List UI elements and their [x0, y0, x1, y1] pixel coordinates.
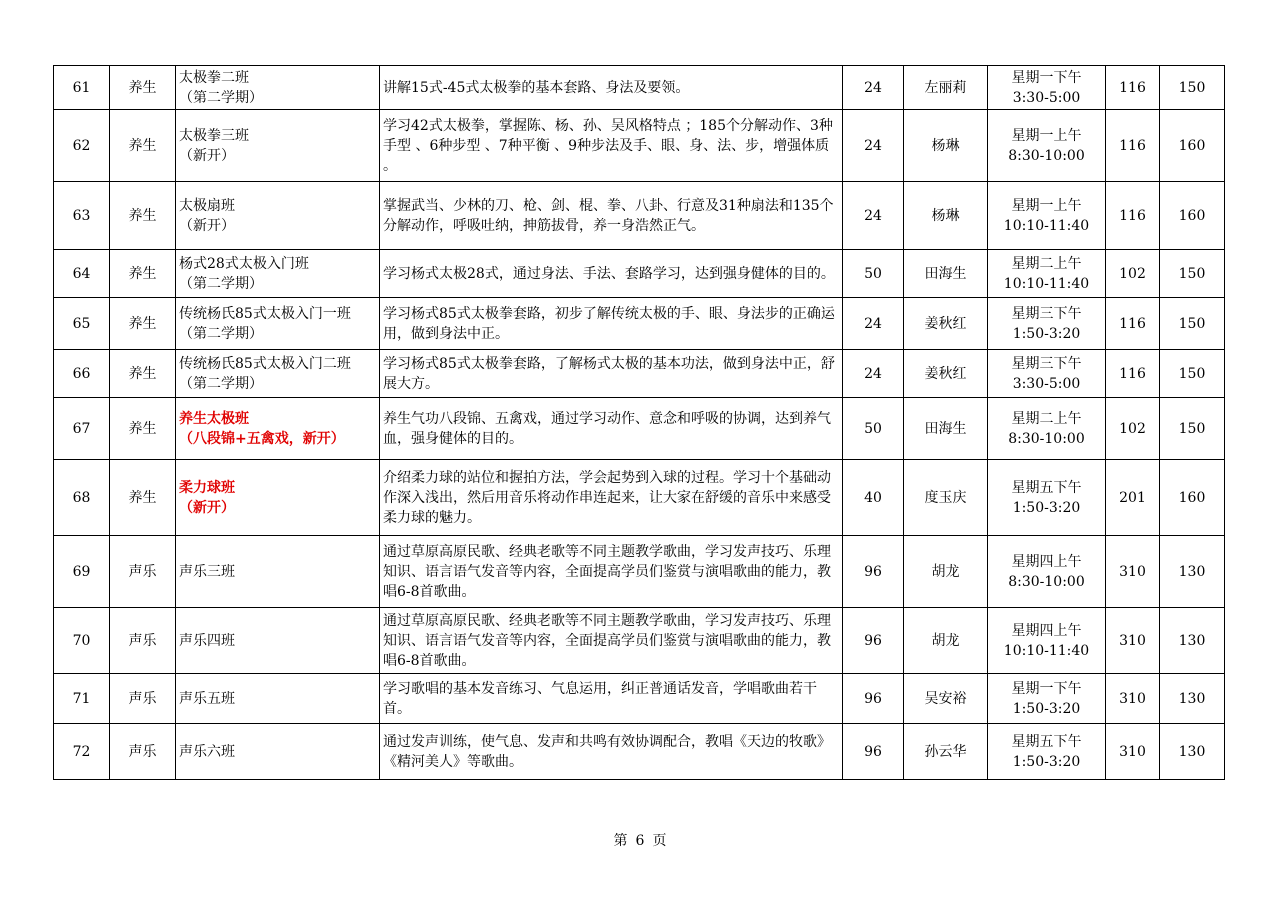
room-cell: 310 [1106, 724, 1160, 780]
fee-cell: 150 [1160, 398, 1225, 460]
class-name: 柔力球班 [179, 479, 235, 496]
schedule-cell: 星期二上午 8:30-10:00 [988, 398, 1106, 460]
teacher-cell: 吴安裕 [904, 674, 988, 724]
hours-cell: 40 [843, 460, 904, 536]
description-cell: 养生气功八段锦、五禽戏，通过学习动作、意念和呼吸的协调，达到养气血，强身健体的目的。 [380, 398, 843, 460]
table-row [54, 536, 1225, 608]
schedule-cell: 星期四上午 10:10-11:40 [988, 608, 1106, 674]
class-name-cell [176, 460, 380, 536]
schedule-cell: 星期二上午 10:10-11:40 [988, 250, 1106, 298]
description-cell: 学习杨式85式太极拳套路，了解杨式太极的基本功法，做到身法中正，舒展大方。 [380, 350, 843, 398]
fee-cell: 150 [1160, 298, 1225, 350]
hours-cell: 24 [843, 350, 904, 398]
room-cell: 102 [1106, 398, 1160, 460]
class-name-cell [176, 110, 380, 182]
hours-cell: 24 [843, 182, 904, 250]
teacher-cell: 杨琳 [904, 110, 988, 182]
class-note: （新开） [179, 499, 235, 516]
hours-cell: 24 [843, 66, 904, 110]
class-name-cell [176, 674, 380, 724]
class-note: （第二学期） [179, 275, 263, 292]
page-number: 6 [635, 833, 645, 849]
description-cell: 介绍柔力球的站位和握拍方法，学会起势到入球的过程。学习十个基础动作深入浅出，然后用音乐将动作串连起来，让大家在舒缓的音乐中来感受柔力球的魅力。 [380, 460, 843, 536]
category-cell: 养生 [110, 350, 176, 398]
fee-cell: 160 [1160, 182, 1225, 250]
class-name: 太极拳三班 [179, 127, 249, 144]
schedule-cell: 星期一上午 10:10-11:40 [988, 182, 1106, 250]
category-cell: 养生 [110, 250, 176, 298]
row-number: 70 [54, 608, 110, 674]
teacher-cell: 姜秋红 [904, 298, 988, 350]
room-cell: 310 [1106, 674, 1160, 724]
description-cell: 通过发声训练，使气息、发声和共鸣有效协调配合，教唱《天边的牧歌》《精河美人》等歌曲。 [380, 724, 843, 780]
table-row [54, 66, 1225, 110]
table-row [54, 398, 1225, 460]
course-table [53, 65, 1225, 780]
description-cell: 通过草原高原民歌、经典老歌等不同主题教学歌曲，学习发声技巧、乐理知识、语言语气发音等内容，全面提高学员们鉴赏与演唱歌曲的能力，教唱6-8首歌曲。 [380, 536, 843, 608]
category-cell: 声乐 [110, 724, 176, 780]
hours-cell: 50 [843, 250, 904, 298]
class-note: （第二学期） [179, 89, 263, 106]
schedule-cell: 星期五下午 1:50-3:20 [988, 460, 1106, 536]
schedule-cell: 星期一下午 1:50-3:20 [988, 674, 1106, 724]
schedule-cell: 星期四上午 8:30-10:00 [988, 536, 1106, 608]
fee-cell: 150 [1160, 250, 1225, 298]
fee-cell: 160 [1160, 460, 1225, 536]
fee-cell: 130 [1160, 536, 1225, 608]
teacher-cell: 左丽莉 [904, 66, 988, 110]
description-cell: 学习42式太极拳，掌握陈、杨、孙、吴风格特点 ；185个分解动作、3种手型 、6种步型 、7种平衡 、9种步法及手、眼、身、法、步，增强体质 。 [380, 110, 843, 182]
class-name: 声乐四班 [179, 632, 235, 649]
class-name-cell [176, 724, 380, 780]
row-number: 71 [54, 674, 110, 724]
hours-cell: 24 [843, 110, 904, 182]
class-name: 太极扇班 [179, 197, 235, 214]
class-name: 传统杨氏85式太极入门二班（第二学期） [179, 355, 351, 392]
class-name-cell [176, 66, 380, 110]
room-cell: 310 [1106, 536, 1160, 608]
class-name: 声乐三班 [179, 563, 235, 580]
category-cell: 养生 [110, 182, 176, 250]
table-row [54, 110, 1225, 182]
fee-cell: 150 [1160, 350, 1225, 398]
row-number: 66 [54, 350, 110, 398]
class-name-cell [176, 398, 380, 460]
description-cell: 通过草原高原民歌、经典老歌等不同主题教学歌曲，学习发声技巧、乐理知识、语言语气发音等内容，全面提高学员们鉴赏与演唱歌曲的能力，教唱6-8首歌曲。 [380, 608, 843, 674]
fee-cell: 150 [1160, 66, 1225, 110]
class-name: 太极拳二班 [179, 69, 249, 86]
room-cell: 116 [1106, 350, 1160, 398]
row-number: 61 [54, 66, 110, 110]
table-row [54, 724, 1225, 780]
teacher-cell: 胡龙 [904, 536, 988, 608]
teacher-cell: 胡龙 [904, 608, 988, 674]
class-name: 杨式28式太极入门班 [179, 255, 309, 272]
description-cell: 掌握武当、少林的刀、枪、剑、棍、拳、八卦、行意及31种扇法和135个分解动作，呼吸吐纳，抻筋拔骨，养一身浩然正气。 [380, 182, 843, 250]
fee-cell: 160 [1160, 110, 1225, 182]
teacher-cell: 姜秋红 [904, 350, 988, 398]
description-cell: 学习杨式85式太极拳套路，初步了解传统太极的手、眼、身法步的正确运用，做到身法中正。 [380, 298, 843, 350]
class-name: 传统杨氏85式太极入门一班（第二学期） [179, 305, 351, 342]
category-cell: 养生 [110, 460, 176, 536]
class-name: 声乐六班 [179, 743, 235, 760]
hours-cell: 96 [843, 674, 904, 724]
page-prefix: 第 [613, 833, 628, 849]
row-number: 63 [54, 182, 110, 250]
category-cell: 声乐 [110, 536, 176, 608]
table-row [54, 674, 1225, 724]
schedule-cell: 星期五下午 1:50-3:20 [988, 724, 1106, 780]
hours-cell: 96 [843, 536, 904, 608]
class-name: 声乐五班 [179, 690, 235, 707]
room-cell: 201 [1106, 460, 1160, 536]
table-row [54, 608, 1225, 674]
fee-cell: 130 [1160, 724, 1225, 780]
category-cell: 养生 [110, 66, 176, 110]
class-name: 养生太极班 [179, 410, 249, 427]
teacher-cell: 田海生 [904, 250, 988, 298]
schedule-cell: 星期三下午 3:30-5:00 [988, 350, 1106, 398]
table-row [54, 350, 1225, 398]
page-suffix: 页 [652, 833, 667, 849]
description-cell: 学习歌唱的基本发音练习、气息运用，纠正普通话发音，学唱歌曲若干首。 [380, 674, 843, 724]
table-row [54, 460, 1225, 536]
row-number: 72 [54, 724, 110, 780]
room-cell: 116 [1106, 110, 1160, 182]
category-cell: 声乐 [110, 608, 176, 674]
class-name-cell [176, 350, 380, 398]
teacher-cell: 田海生 [904, 398, 988, 460]
category-cell: 养生 [110, 398, 176, 460]
teacher-cell: 杨琳 [904, 182, 988, 250]
row-number: 64 [54, 250, 110, 298]
class-note: （新开） [179, 217, 235, 234]
hours-cell: 96 [843, 724, 904, 780]
class-name-cell [176, 608, 380, 674]
teacher-cell: 度玉庆 [904, 460, 988, 536]
room-cell: 102 [1106, 250, 1160, 298]
schedule-cell: 星期一上午 8:30-10:00 [988, 110, 1106, 182]
room-cell: 116 [1106, 298, 1160, 350]
row-number: 65 [54, 298, 110, 350]
class-note: （八段锦+五禽戏，新开） [179, 430, 345, 447]
class-name-cell [176, 298, 380, 350]
table-row [54, 182, 1225, 250]
schedule-cell: 星期一下午 3:30-5:00 [988, 66, 1106, 110]
description-cell: 讲解15式-45式太极拳的基本套路、身法及要领。 [380, 66, 843, 110]
table-row [54, 298, 1225, 350]
hours-cell: 50 [843, 398, 904, 460]
room-cell: 116 [1106, 182, 1160, 250]
class-note: （新开） [179, 147, 235, 164]
class-name-cell [176, 536, 380, 608]
row-number: 62 [54, 110, 110, 182]
row-number: 67 [54, 398, 110, 460]
hours-cell: 96 [843, 608, 904, 674]
hours-cell: 24 [843, 298, 904, 350]
category-cell: 养生 [110, 298, 176, 350]
room-cell: 116 [1106, 66, 1160, 110]
room-cell: 310 [1106, 608, 1160, 674]
class-name-cell [176, 250, 380, 298]
schedule-cell: 星期三下午 1:50-3:20 [988, 298, 1106, 350]
description-cell: 学习杨式太极28式，通过身法、手法、套路学习，达到强身健体的目的。 [380, 250, 843, 298]
page-footer [0, 830, 1280, 850]
row-number: 69 [54, 536, 110, 608]
category-cell: 声乐 [110, 674, 176, 724]
fee-cell: 130 [1160, 674, 1225, 724]
table-row [54, 250, 1225, 298]
row-number: 68 [54, 460, 110, 536]
category-cell: 养生 [110, 110, 176, 182]
fee-cell: 130 [1160, 608, 1225, 674]
class-name-cell [176, 182, 380, 250]
teacher-cell: 孙云华 [904, 724, 988, 780]
